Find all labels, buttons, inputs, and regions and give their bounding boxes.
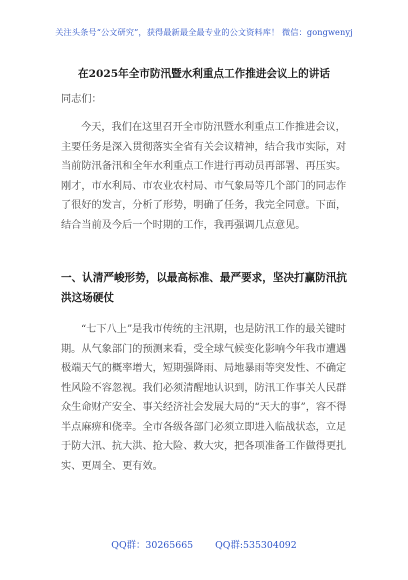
paragraph-flood-season	[61, 320, 351, 476]
footer-qq-group-2: QQ群:535304092	[215, 540, 297, 551]
footer-contacts	[0, 537, 408, 551]
salutation	[61, 90, 351, 110]
paragraph-flood-season-text: “七下八上”是我市传统的主汛期，也是防汛工作的最关键时期。从气象部门的预测来看，受全球气候变化影响今年我市遭遇极端天气的概率增大，短期强降雨、局地暴雨等突发性、不确定性风险不容忽视。我们必须清醒地认识到，防汛工作事关人民群众生命财产安全、事关经济社会发展大局的“天大的事”，容不得半点麻痹和侥幸。全市各级各部门必须立即进入临战状态，立足于防大汛、抗大洪、抢大险、救大灾，把各项准备工作做得更扎实、更周全、更有效。	[61, 324, 347, 472]
section-heading-1: 一、认清严峻形势，以最高标准、最严要求，坚决打赢防汛抗洪这场硬仗	[61, 272, 348, 304]
salutation-text: 同志们：	[61, 94, 102, 105]
document-title: 在2025年全市防汛暨水利重点工作推进会议上的讲话	[78, 68, 330, 80]
footer-qq-group-1: QQ群：30265665	[111, 540, 194, 551]
header-banner: 关注头条号“公文研究”，获得最新最全最专业的公文资料库！ 微信：gongwenyj	[55, 27, 353, 37]
paragraph-intro	[61, 118, 351, 235]
paragraph-intro-text: 今天，我们在这里召开全市防汛暨水利重点工作推进会议，主要任务是深入贯彻落实全省有关会议精神，结合我市实际，对当前防汛备汛和全年水利重点工作进行再动员再部署、再压实。刚才，市水利局、市农业农村局、市气象局等几个部门的同志作了很好的发言，分析了形势，明确了任务，我完全同意。下面，结合当前及今后一个时期的工作，我再强调几点意见。	[61, 122, 347, 231]
